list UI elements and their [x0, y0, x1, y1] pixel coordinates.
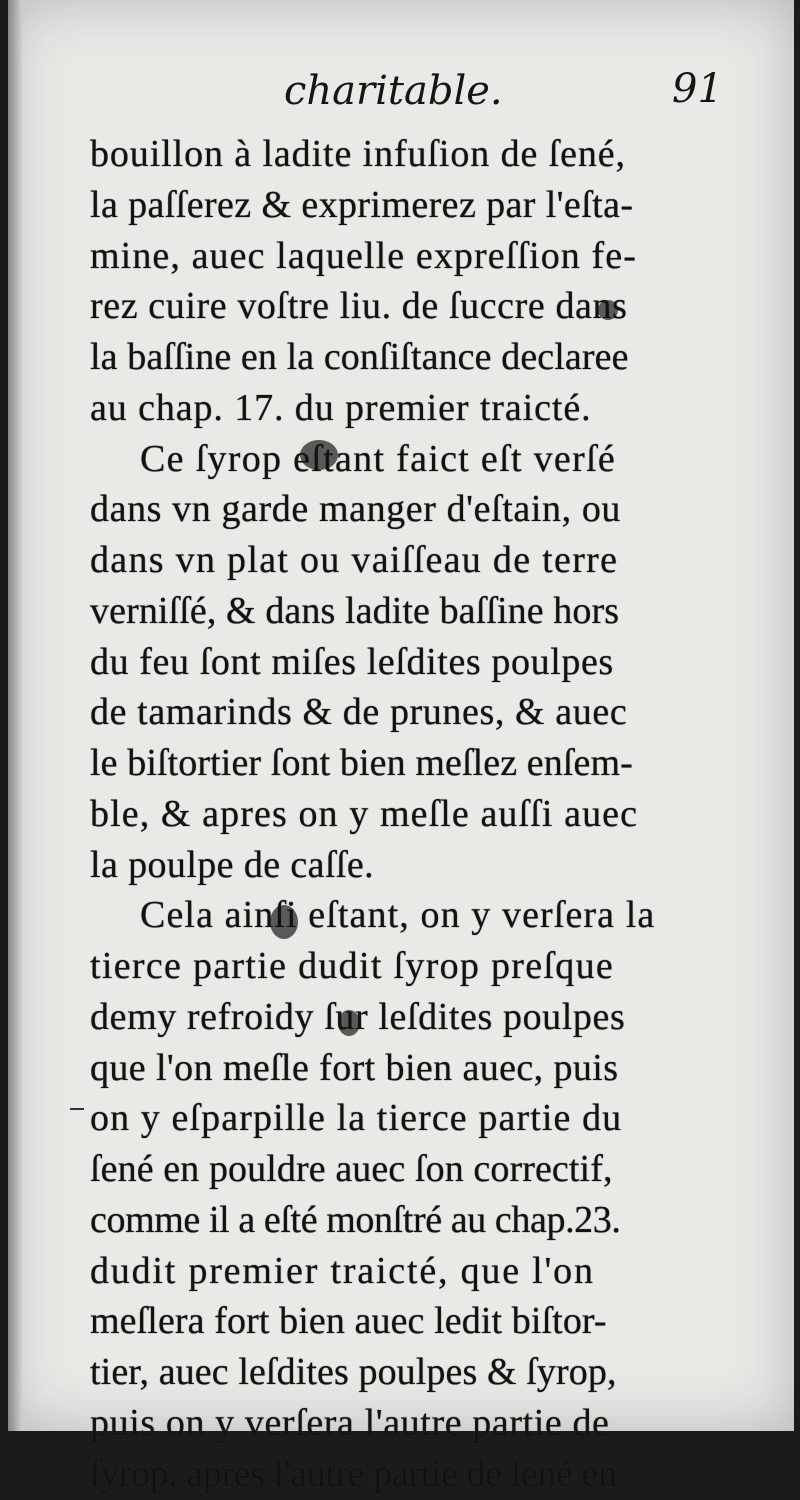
- text-line: du feu ſont miſes leſdites poulpes: [90, 641, 614, 683]
- text-line: Ce ſyrop eſtant faict eſt verſé: [140, 438, 617, 480]
- text-line: puis on y verſera l'autre partie de: [90, 1402, 610, 1444]
- text-line: rez cuire voſtre liu. de ſuccre dans: [90, 285, 628, 327]
- text-line: dans vn garde manger d'eſtain, ou: [90, 488, 622, 530]
- text-line: tierce partie dudit ſyrop preſque: [90, 945, 615, 987]
- text-line: comme il a eſté monſtré au chap.23.: [90, 1199, 621, 1241]
- text-line: Cela ainſi eſtant, on y verſera la: [140, 894, 656, 936]
- text-line: verniſſé, & dans ladite baſſine hors: [90, 590, 620, 632]
- text-line: ſyrop, apres l'autre partie de ſené en: [90, 1453, 617, 1495]
- text-line: meſlera fort bien auec ledit biſtor-: [90, 1300, 607, 1342]
- text-line: le biſtortier ſont bien meſlez enſem-: [90, 742, 633, 784]
- margin-mark: [70, 1108, 84, 1110]
- running-head: charitable.: [284, 68, 503, 114]
- text-line: dans vn plat ou vaiſſeau de terre: [90, 539, 619, 581]
- text-line: la paſſerez & exprimerez par l'eſta-: [90, 184, 634, 226]
- text-line: que l'on meſle fort bien auec, puis: [90, 1047, 619, 1089]
- text-line: de tamarinds & de prunes, & auec: [90, 691, 628, 733]
- text-line: ſené en pouldre auec ſon correctif,: [90, 1148, 613, 1190]
- book-page: [8, 0, 794, 1495]
- page-header: [8, 68, 794, 128]
- text-line: tier, auec leſdites poulpes & ſyrop,: [90, 1351, 617, 1393]
- text-line: la poulpe de caſſe.: [90, 844, 375, 886]
- text-line: la baſſine en la conſiſtance declaree: [90, 336, 629, 378]
- text-line: demy refroidy ſur leſdites poulpes: [90, 996, 626, 1038]
- text-line: ble, & apres on y meſle auſſi auec: [90, 793, 639, 835]
- text-line: bouillon à ladite infuſion de ſené,: [90, 133, 626, 175]
- text-line: on y eſparpille la tierce partie du: [90, 1097, 623, 1139]
- text-line: au chap. 17. du premier traicté.: [90, 387, 592, 429]
- text-line: dudit premier traicté, que l'on: [90, 1250, 595, 1292]
- page-number: 91: [672, 66, 723, 112]
- text-line: mine, auec laquelle expreſſion fe-: [90, 235, 637, 277]
- page-gutter-shadow: [8, 0, 22, 1431]
